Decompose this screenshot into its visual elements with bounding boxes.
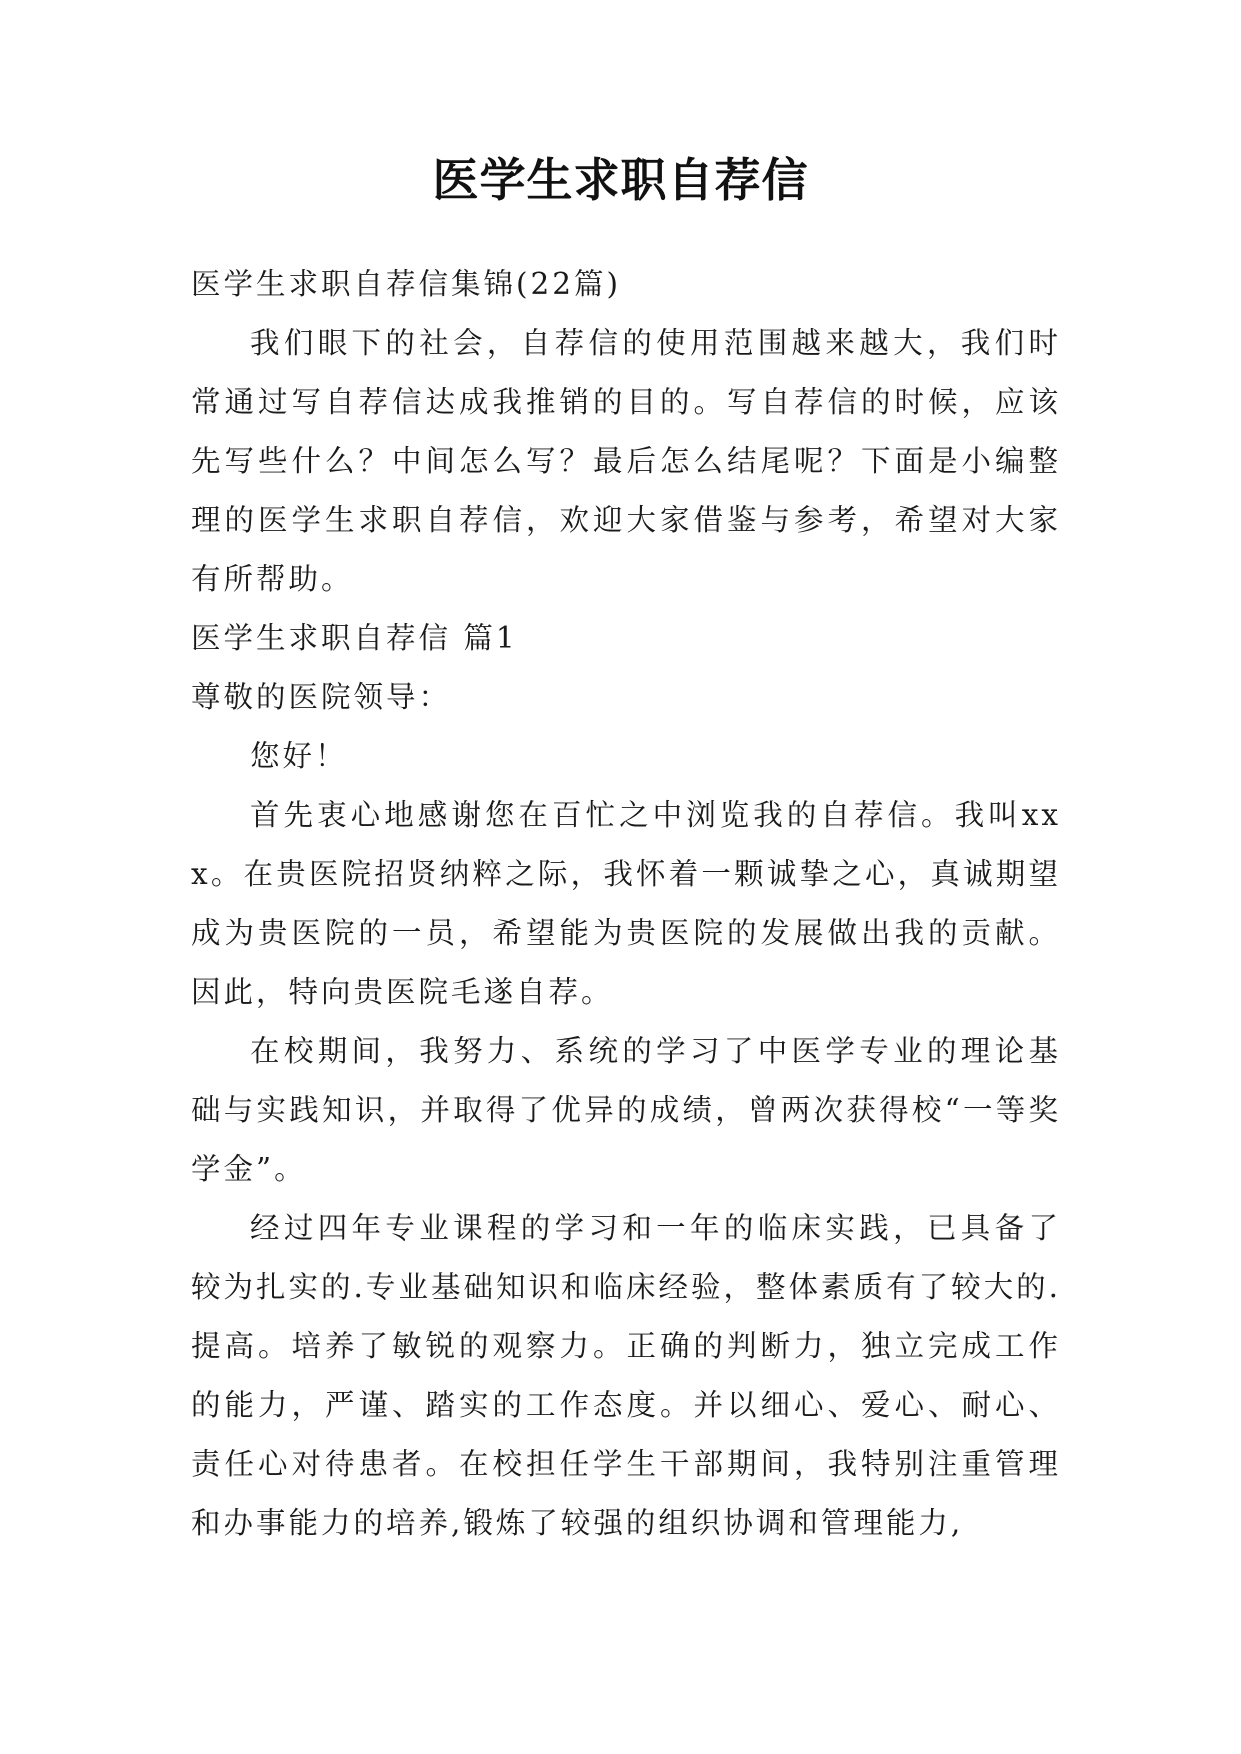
body-paragraph: 首先衷心地感谢您在百忙之中浏览我的自荐信。我叫xxx。在贵医院招贤纳粹之际，我怀着一颗诚挚之心，真诚期望成为贵医院的一员，希望能为贵医院的发展做出我的贡献。因此，特向贵医院毛遂自荐。 xyxy=(191,798,1061,1009)
greeting: 您好！ xyxy=(250,739,348,773)
body-paragraph: 在校期间，我努力、系统的学习了中医学专业的理论基础与实践知识，并取得了优异的成绩，曾两次获得校“一等奖学金”。 xyxy=(191,1034,1061,1186)
intro-paragraph: 我们眼下的社会，自荐信的使用范围越来越大，我们时常通过写自荐信达成我推销的目的。写自荐信的时候，应该先写些什么？中间怎么写？最后怎么结尾呢？下面是小编整理的医学生求职自荐信，欢迎大家借鉴与参考，希望对大家有所帮助。 xyxy=(191,326,1061,596)
salutation: 尊敬的医院领导： xyxy=(191,680,452,714)
body-paragraph: 经过四年专业课程的学习和一年的临床实践，已具备了较为扎实的.专业基础知识和临床经验，整体素质有了较大的.提高。培养了敏锐的观察力。正确的判断力，独立完成工作的能力，严谨、踏实的工作态度。并以细心、爱心、耐心、责任心对待患者。在校担任学生干部期间，我特别注重管理和办事能力的培养,锻炼了较强的组织协调和管理能力, xyxy=(191,1211,1061,1540)
subtitle-line: 医学生求职自荐信集锦(22篇) xyxy=(191,267,622,301)
document-title: 医学生求职自荐信 xyxy=(432,153,809,207)
section-heading: 医学生求职自荐信 篇1 xyxy=(191,621,518,655)
document-body xyxy=(191,255,1061,1553)
